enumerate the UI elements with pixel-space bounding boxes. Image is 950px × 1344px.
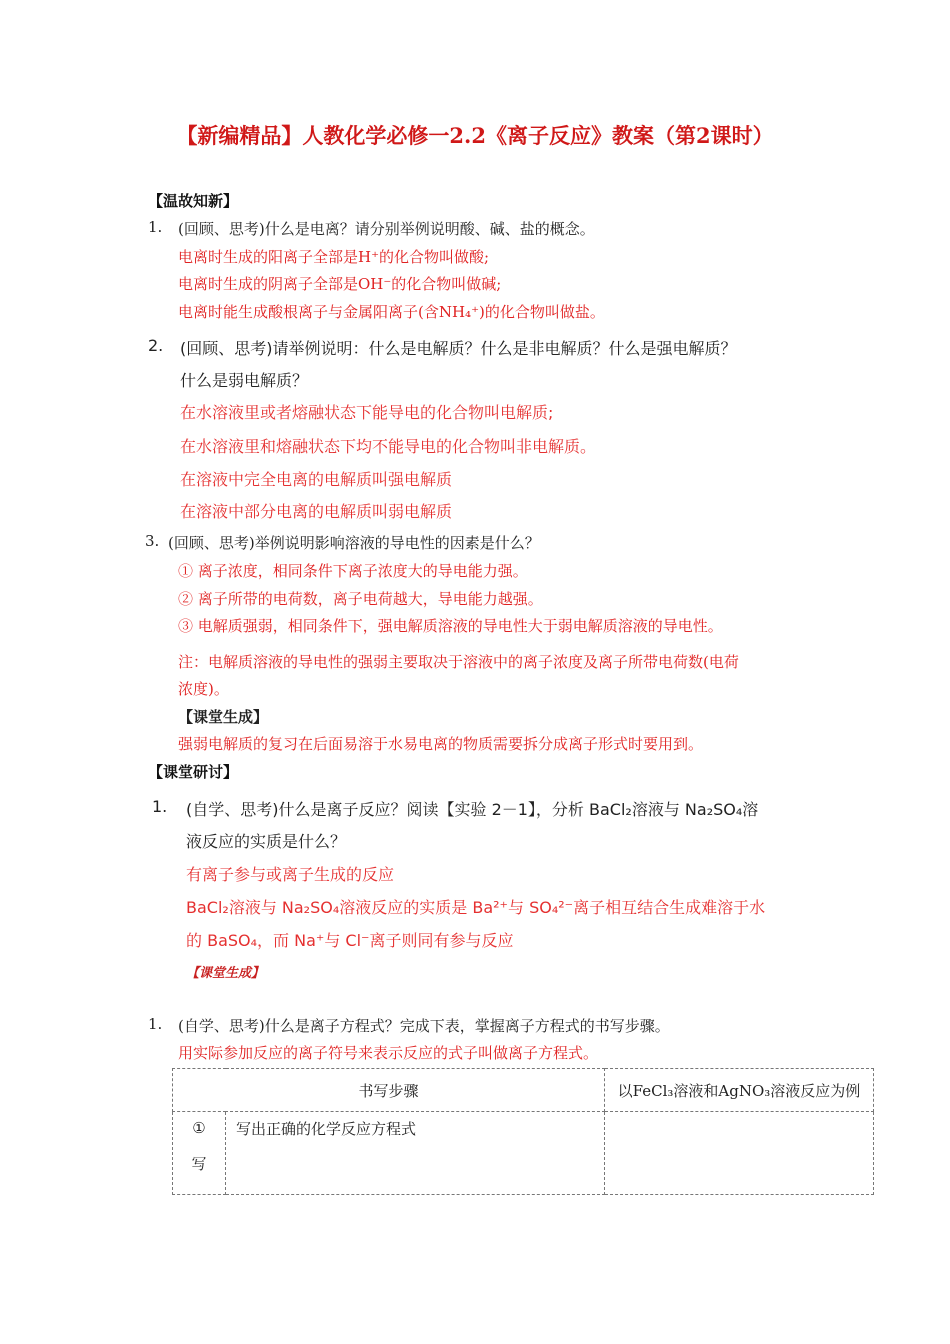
- review-q3-answer-strength: ③ 电解质强弱，相同条件下，强电解质溶液的导电性大于弱电解质溶液的导电性。: [178, 617, 723, 635]
- review-q2-answer-nonelectrolyte: 在水溶液里和熔融状态下均不能导电的化合物叫非电解质。: [180, 437, 597, 456]
- review-q3-answer-charge: ② 离子所带的电荷数，离子电荷越大，导电能力越强。: [178, 590, 543, 608]
- step-description: 写出正确的化学反应方程式: [226, 1112, 605, 1195]
- research-q2-text: (自学、思考)什么是离子方程式？完成下表，掌握离子方程式的书写步骤。: [178, 1017, 670, 1035]
- review-q2-answer-electrolyte: 在水溶液里或者熔融状态下能导电的化合物叫电解质;: [180, 403, 554, 422]
- review-generation-text: 强弱电解质的复习在后面易溶于水易电离的物质需要拆分成离子形式时要用到。: [178, 735, 704, 753]
- ionic-equation-steps-table: [172, 1068, 874, 1195]
- review-q3-number: 3.: [145, 532, 160, 550]
- research-q1-number: 1.: [152, 797, 168, 816]
- review-q1-answer-salt: 电离时能生成酸根离子与金属阳离子(含NH₄⁺)的化合物叫做盐。: [178, 303, 605, 321]
- review-q1-answer-acid: 电离时生成的阳离子全部是H⁺的化合物叫做酸;: [178, 248, 490, 266]
- review-q2-answer-strong: 在溶液中完全电离的电解质叫强电解质: [180, 470, 453, 489]
- research-q1-answer-definition: 有离子参与或离子生成的反应: [186, 865, 395, 884]
- review-q1-number: 1.: [148, 218, 163, 236]
- research-heading: 【课堂研讨】: [148, 763, 239, 781]
- research-q1-answer-essence-line2: 的 BaSO₄，而 Na⁺与 Cl⁻离子则同有参与反应: [186, 931, 514, 950]
- review-q3-text: (回顾、思考)举例说明影响溶液的导电性的因素是什么？: [168, 534, 540, 552]
- header-example: 以FeCl₃溶液和AgNO₃溶液反应为例: [604, 1069, 873, 1112]
- review-q1-text: (回顾、思考)什么是电离？请分别举例说明酸、碱、盐的概念。: [178, 220, 595, 238]
- review-q3-note-line2: 浓度)。: [178, 680, 229, 698]
- step-marker: ①: [192, 1119, 206, 1137]
- research-q2-number: 1.: [148, 1015, 163, 1033]
- document-title: 【新编精品】人教化学必修一2.2《离子反应》教案（第2课时）: [176, 123, 774, 148]
- review-q2-number: 2.: [148, 336, 164, 355]
- review-generation-heading: 【课堂生成】: [178, 708, 269, 726]
- step-marker-label: 写: [191, 1155, 207, 1173]
- review-q2-text-line2: 什么是弱电解质？: [180, 371, 309, 390]
- research-q2-answer: 用实际参加反应的离子符号来表示反应的式子叫做离子方程式。: [178, 1044, 599, 1062]
- step-example: [604, 1112, 873, 1195]
- review-q1-answer-base: 电离时生成的阴离子全部是OH⁻的化合物叫做碱;: [178, 275, 502, 293]
- research-q1-text-line1: (自学、思考)什么是离子反应？阅读【实验 2－1】，分析 BaCl₂溶液与 Na₂SO₄溶: [186, 800, 759, 819]
- review-heading: 【温故知新】: [148, 192, 239, 210]
- review-q2-text-line1: (回顾、思考)请举例说明：什么是电解质？什么是非电解质？什么是强电解质？: [180, 339, 737, 358]
- research-q1-answer-essence-line1: BaCl₂溶液与 Na₂SO₄溶液反应的实质是 Ba²⁺与 SO₄²⁻离子相互结合生成难溶于水: [186, 898, 766, 917]
- review-q3-answer-concentration: ① 离子浓度，相同条件下离子浓度大的导电能力强。: [178, 562, 528, 580]
- step-marker-cell: [173, 1112, 226, 1195]
- table-header-row: [173, 1069, 874, 1112]
- research-q1-text-line2: 液反应的实质是什么？: [186, 832, 347, 851]
- review-q3-note-line1: 注：电解质溶液的导电性的强弱主要取决于溶液中的离子浓度及离子所带电荷数(电荷: [178, 653, 739, 671]
- review-q2-answer-weak: 在溶液中部分电离的电解质叫弱电解质: [180, 502, 453, 521]
- table-row: [173, 1112, 874, 1195]
- header-steps: 书写步骤: [173, 1069, 605, 1112]
- research-q1-generation-heading: 【课堂生成】: [186, 966, 265, 981]
